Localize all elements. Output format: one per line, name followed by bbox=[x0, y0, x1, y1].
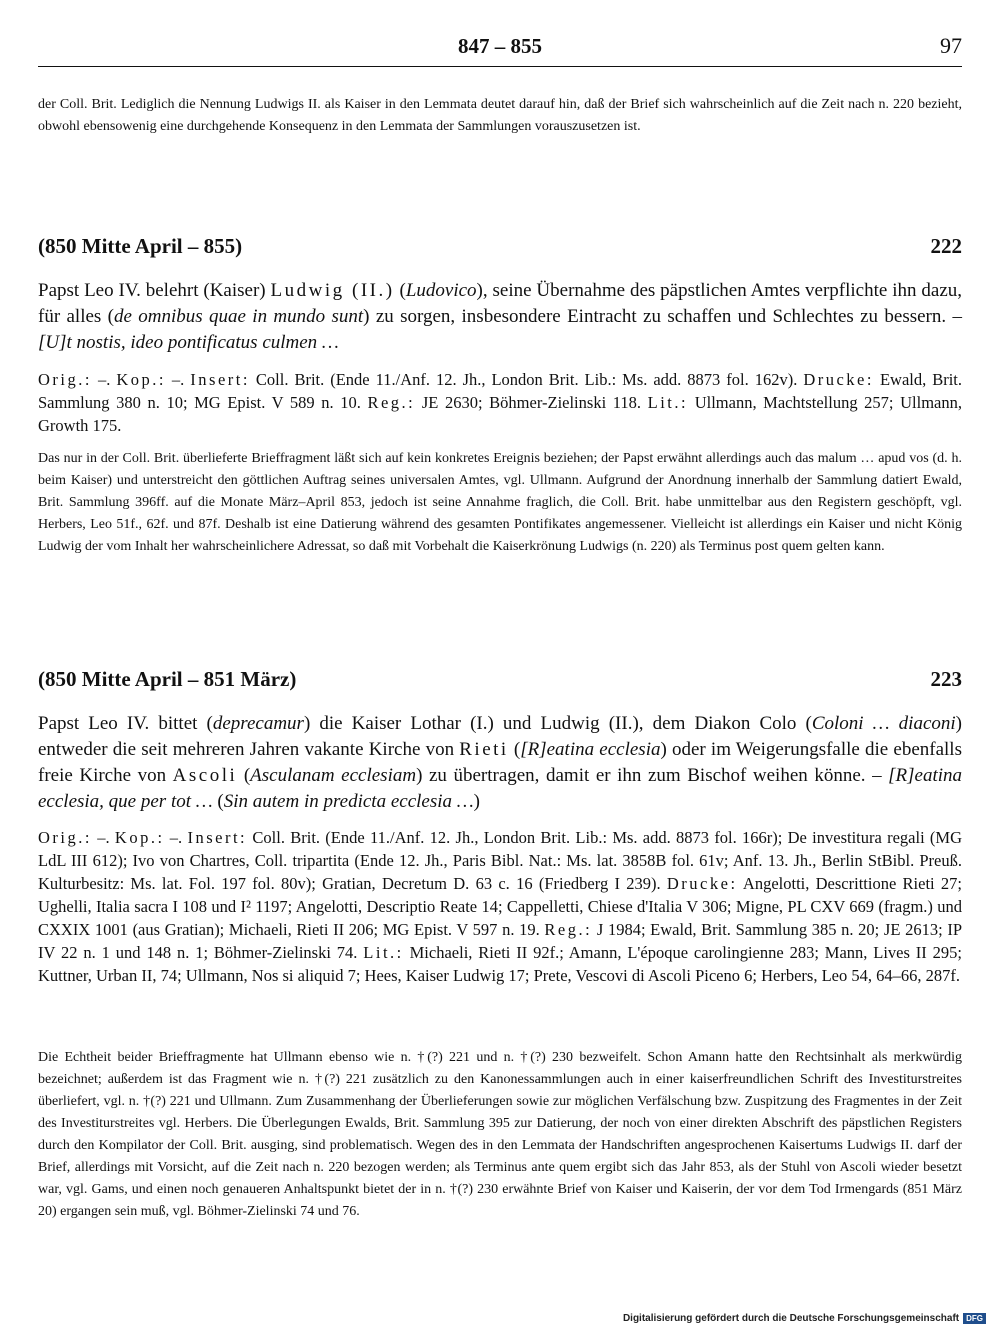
label-insert: Insert: bbox=[190, 370, 250, 389]
orig-value: –. bbox=[91, 370, 117, 389]
label-lit: Lit.: bbox=[647, 393, 689, 412]
entry-number: 223 bbox=[930, 667, 962, 691]
regest-text: ) oder im Weigerungsfalle die ebenfalls freie Kirche von bbox=[38, 739, 962, 786]
regest-text: ) zu übertragen, damit er ihn zum Bischof weihen könne. – bbox=[416, 765, 889, 786]
insert-value: Coll. Brit. (Ende 11./Anf. 12. Jh., London Brit. Lib.: Ms. add. 8873 fol. 166r); De investitura regali (MG LdL III 612); Ivo von Chartres, Coll. tripartita (Ende 12. Jh., Paris Bibl. Nat.: Ms. lat. 3858B fol. 61v; Anf. 13. Jh., Berlin StBibl. Preuß. Kulturbesitz: Ms. lat. Fol. 197 fol. 80v); Gratian, Decretum D. 63 c. 16 (Friedberg I 239). bbox=[38, 828, 963, 893]
regest-latin: [R]eatina ecclesia bbox=[520, 739, 661, 760]
regest-incipit: [R]eatina ecclesia, que per tot … bbox=[38, 765, 963, 812]
regest-text: ), seine Übernahme des päpstlichen Amtes verpflichte ihn dazu, für alles ( bbox=[38, 280, 963, 327]
kop-value: –. bbox=[165, 370, 191, 389]
regest-text: Papst Leo IV. belehrt (Kaiser) bbox=[38, 280, 271, 301]
entry-regest-222 bbox=[38, 278, 962, 356]
regest-text: ( bbox=[394, 280, 406, 301]
entry-commentary-222: Das nur in der Coll. Brit. überlieferte Brieffragment läßt sich auf kein konkretes Ereignis beziehen; der Papst erwähnt allerdings auch das malum … apud vos (d. h. beim Kaiser) und unterstreicht den göttlichen Auftrag seines universalen Amtes, vgl. Ullmann. Aufgrund der Anordnung innerhalb der Sammlung datiert Ewald, Brit. Sammlung 396ff. auf die Monate März–April 853, jedoch ist seine Annahme fraglich, die Coll. Brit. habe unmittelbar aus den Registern geschöpft, vgl. Herbers, Leo 51f., 62f. und 87f. Deshalb ist eine Datierung während des gesamten Pontifikates angemessener. Vielleicht ist allerdings ein Kaiser und nicht König Ludwig der vom Inhalt her wahrscheinlichere Adressat, so daß mit Vorbehalt die Kaiserkrönung Ludwigs (n. 220) als Terminus post quem gelten kann. bbox=[38, 451, 962, 554]
regest-place: Ascoli bbox=[172, 765, 238, 786]
regest-text: ( bbox=[237, 765, 251, 786]
label-reg: Reg.: bbox=[544, 920, 593, 939]
label-lit: Lit.: bbox=[363, 943, 404, 962]
label-orig: Orig.: bbox=[38, 828, 92, 847]
dfg-logo-icon: DFG bbox=[963, 1313, 986, 1324]
entry-heading-223 bbox=[38, 667, 962, 697]
entry-commentary-223: Die Echtheit beider Brieffragmente hat Ullmann ebenso wie n. †(?) 221 und n. †(?) 230 bezweifelt. Schon Amann hatte den Rechtsinhalt als merkwürdig bezeichnet; außerdem ist das Fragment wie n. †(?) 221 zusätzlich zu den Kanonessammlungen auch in einer kaiserfreundlichen Schrift des Investiturstreites überliefert, vgl. n. †(?) 221 und Ullmann. Zum Zusammenhang der Überlieferungen sowie zur möglichen Verfälschung bzw. Zuspitzung des Fragmentes in der Zeit des Investiturstreites vgl. Herbers. Die Überlegungen Ewalds, Brit. Sammlung 395 zur Datierung, der noch von einer direkten Abschrift des päpstlichen Registers durch den Kompilator der Coll. Brit. ausging, sind problematisch. Wegen des in den Lemmata der Handschriften angesprochenen Kaisertums Ludwigs II. darf der Brief, allerdings mit Vorsicht, auf die Zeit nach n. 220 bezogen werden; als Terminus ante quem ergibt sich das Jahr 853, als der Stuhl von Ascoli wieder besetzt war, vgl. Gams, und einen noch genaueren Anhaltspunkt bietet der in n. †(?) 230 erwähnte Brief von Kaiser und Kaiserin, der vor dem Tod Irmengards (851 März 20) ergangen sein muß, vgl. Böhmer-Zielinski 74 und 76. bbox=[38, 1050, 962, 1219]
drucke-value: Angelotti, Descrittione Rieti 27; Ughelli, Italia sacra I 108 und I² 1197; Angelotti, Descriptio Reate 14; Cappelletti, Chiese d'Italia V 306; Migne, PL CXV 669 (fragm.) und CXXIX 1001 (aus Gratian); Michaeli, Rieti II 206; MG Epist. V 597 n. 19. bbox=[38, 874, 962, 939]
label-kop: Kop.: bbox=[116, 370, 166, 389]
regest-text: ) bbox=[473, 791, 480, 812]
entry-heading-222 bbox=[38, 234, 962, 264]
regest-latin: Asculanam ecclesiam bbox=[250, 765, 417, 786]
regest-text: ) entweder die seit mehreren Jahren vakante Kirche von bbox=[38, 713, 962, 760]
regest-text: Papst Leo IV. bittet ( bbox=[38, 713, 213, 734]
regest-text: ) zu sorgen, insbesondere Eintracht zu schaffen und Schlechtes zu bessern. – bbox=[363, 306, 962, 327]
insert-value: Coll. Brit. (Ende 11./Anf. 12. Jh., London Brit. Lib.: Ms. add. 8873 fol. 162v). bbox=[249, 370, 804, 389]
regest-latin: Ludovico bbox=[405, 280, 477, 301]
orig-value: –. bbox=[91, 828, 115, 847]
lit-value: Michaeli, Rieti II 92f.; Amann, L'époque carolingienne 283; Mann, Lives II 295; Kuttner, Urban II, 74; Ullmann, Nos si aliquid 7; Hees, Kaiser Ludwig 17; Prete, Vescovi di Ascoli Piceno 6; Herbers, Leo 54, 64–66, 287f. bbox=[38, 943, 962, 985]
kop-value: –. bbox=[164, 828, 188, 847]
label-drucke: Drucke: bbox=[803, 370, 874, 389]
label-kop: Kop.: bbox=[114, 828, 165, 847]
entry-number: 222 bbox=[930, 234, 962, 258]
entry-sources-222 bbox=[38, 368, 962, 437]
regest-latin: Coloni … diaconi bbox=[811, 713, 956, 734]
entry-sources-223 bbox=[38, 826, 962, 987]
regest-latin: de omnibus quae in mundo sunt bbox=[114, 306, 364, 327]
label-orig: Orig.: bbox=[38, 370, 92, 389]
reg-value: J 1984; Ewald, Brit. Sammlung 385 n. 20; JE 2613; IP IV 22 n. 1 und 148 n. 1; Böhmer-Zielinski 74. bbox=[38, 920, 962, 962]
regest-incipit: Sin autem in predicta ecclesia … bbox=[223, 791, 474, 812]
dfg-footer bbox=[623, 1313, 986, 1324]
label-reg: Reg.: bbox=[367, 393, 416, 412]
entry-regest-223 bbox=[38, 711, 962, 815]
reg-value: JE 2630; Böhmer-Zielinski 118. bbox=[415, 393, 648, 412]
entry-date: (850 Mitte April – 855) bbox=[38, 234, 243, 258]
label-insert: Insert: bbox=[187, 828, 248, 847]
regest-text: ) die Kaiser Lothar (I.) und Ludwig (II.), dem Diakon Colo ( bbox=[303, 713, 812, 734]
regest-text: ( bbox=[508, 739, 521, 760]
regest-place: Rieti bbox=[459, 739, 509, 760]
page-range: 847 – 855 bbox=[458, 34, 542, 58]
page-number: 97 bbox=[940, 33, 962, 58]
drucke-value: Ewald, Brit. Sammlung 380 n. 10; MG Epist. V 589 n. 10. bbox=[38, 370, 963, 412]
label-drucke: Drucke: bbox=[666, 874, 738, 893]
lit-value: Ullmann, Machtstellung 257; Ullmann, Growth 175. bbox=[38, 393, 962, 435]
page-header bbox=[38, 30, 962, 67]
regest-latin: deprecamur bbox=[212, 713, 304, 734]
intro-note: der Coll. Brit. Lediglich die Nennung Ludwigs II. als Kaiser in den Lemmata deutet darauf hin, daß der Brief sich wahrscheinlich auf die Zeit nach n. 220 bezieht, obwohl ebensowenig eine durchgehende Konsequenz in den Lemmata der Sammlungen vorauszusetzen ist. bbox=[38, 97, 962, 134]
regest-text: ( bbox=[212, 791, 224, 812]
entry-date: (850 Mitte April – 851 März) bbox=[38, 667, 297, 691]
regest-person: Ludwig (II.) bbox=[270, 280, 395, 301]
footer-text: Digitalisierung gefördert durch die Deutsche Forschungsgemeinschaft bbox=[622, 1313, 960, 1325]
regest-incipit: [U]t nostis, ideo pontificatus culmen … bbox=[38, 332, 339, 353]
